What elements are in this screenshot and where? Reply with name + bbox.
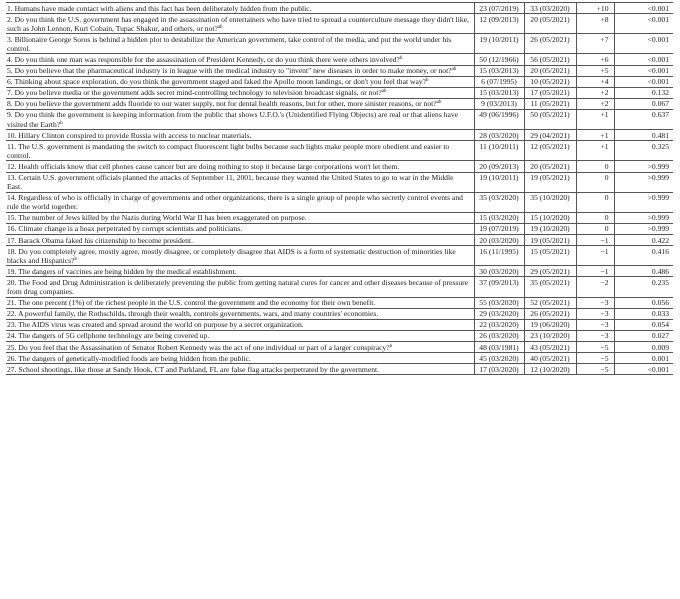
table-row xyxy=(6,87,673,98)
question-text: 11. The U.S. government is mandating the switch to compact fluorescent light bulbs because such lights make people more obedient and easier to control. xyxy=(7,141,450,160)
p-value-cell: 0.054 xyxy=(614,319,673,330)
first-poll-cell: 15 (03/2020) xyxy=(474,212,524,223)
p-value-cell: <0.001 xyxy=(614,14,673,34)
p-value-cell: >0.999 xyxy=(614,223,673,234)
question-text: 17. Barack Obama faked his citizenship to become president. xyxy=(7,235,193,245)
first-poll-cell: 9 (03/2013) xyxy=(474,98,524,109)
footnote-marker: b xyxy=(74,256,77,262)
second-poll-cell: 52 (05/2021) xyxy=(524,297,576,308)
change-cell: 0 xyxy=(576,192,614,212)
question-text: 12. Health officials know that cell phones cause cancer but are doing nothing to stop it because large corporations won't let them. xyxy=(7,161,400,171)
p-value-cell: 0.422 xyxy=(614,235,673,246)
question-text: 5. Do you believe that the pharmaceutical industry is in league with the medical industry to "invent" new diseases in order to make money, or not? xyxy=(7,66,452,76)
question-cell xyxy=(6,54,474,65)
p-value-cell: >0.999 xyxy=(614,172,673,192)
p-value-cell: <0.001 xyxy=(614,3,673,14)
table-row xyxy=(6,223,673,234)
table-row xyxy=(6,297,673,308)
question-cell xyxy=(6,235,474,246)
question-cell xyxy=(6,330,474,341)
question-text: 7. Do you believe media or the government adds secret mind-controlling technology to television broadcast signals, or not? xyxy=(7,88,382,98)
p-value-cell: >0.999 xyxy=(614,161,673,172)
p-value-cell: 0.033 xyxy=(614,308,673,319)
question-text: 25. Do you feel that the Assassination of Senator Robert Kennedy was the act of one individual or part of a larger conspiracy? xyxy=(7,342,390,352)
table-row xyxy=(6,364,673,375)
table-row xyxy=(6,161,673,172)
change-cell: −3 xyxy=(576,297,614,308)
change-cell: +7 xyxy=(576,34,614,54)
footnote-marker: b xyxy=(389,343,393,349)
p-value-cell: 0.325 xyxy=(614,141,673,161)
table-row xyxy=(6,76,673,87)
question-cell xyxy=(6,65,474,76)
question-text: 14. Regardless of who is officially in charge of governments and other organizations, there is a single group of people who secretly control events and rule the world together. xyxy=(7,193,463,212)
table-row xyxy=(6,212,673,223)
first-poll-cell: 12 (09/2013) xyxy=(474,14,524,34)
table-row xyxy=(6,308,673,319)
question-cell xyxy=(6,297,474,308)
question-cell xyxy=(6,212,474,223)
question-cell xyxy=(6,192,474,212)
question-text: 15. The number of Jews killed by the Nazis during World War II has been exaggerated on purpose. xyxy=(7,213,307,223)
p-value-cell: 0.001 xyxy=(614,353,673,364)
table-row xyxy=(6,141,673,161)
change-cell: −2 xyxy=(576,277,614,297)
question-cell xyxy=(6,141,474,161)
second-poll-cell: 20 (05/2021) xyxy=(524,65,576,76)
question-cell xyxy=(6,3,474,14)
question-cell xyxy=(6,266,474,277)
first-poll-cell: 22 (03/2020) xyxy=(474,319,524,330)
question-text: 16. Climate change is a hoax perpetrated by corrupt scientists and politicians. xyxy=(7,224,243,234)
question-text: 9. Do you think the government is keeping information from the public that shows U.F.O.'s (Unidentified Flying Objects) are real or that aliens have visited the Earth? xyxy=(7,110,459,129)
question-text: 21. The one percent (1%) of the richest people in the U.S. control the government and the economy for their own benefit. xyxy=(7,298,376,308)
first-poll-cell: 30 (03/2020) xyxy=(474,266,524,277)
table-row xyxy=(6,342,673,353)
second-poll-cell: 29 (05/2021) xyxy=(524,266,576,277)
question-text: 8. Do you believe the government adds fluoride to our water supply, not for dental health reasons, but for other, more sinister reasons, or not? xyxy=(7,99,437,109)
second-poll-cell: 20 (05/2021) xyxy=(524,161,576,172)
p-value-cell: 0.637 xyxy=(614,109,673,129)
first-poll-cell: 29 (03/2020) xyxy=(474,308,524,319)
question-text: 24. The dangers of 5G cellphone technology are being covered up. xyxy=(7,331,210,341)
table-row xyxy=(6,130,673,141)
question-text: 26. The dangers of genetically-modified foods are being hidden from the public. xyxy=(7,353,251,363)
second-poll-cell: 19 (06/2020) xyxy=(524,319,576,330)
table-row xyxy=(6,98,673,109)
change-cell: −3 xyxy=(576,308,614,319)
first-poll-cell: 48 (03/1981) xyxy=(474,342,524,353)
change-cell: +1 xyxy=(576,130,614,141)
footnote-marker: ab xyxy=(381,89,387,95)
table-row xyxy=(6,319,673,330)
p-value-cell: 0.009 xyxy=(614,342,673,353)
question-cell xyxy=(6,223,474,234)
second-poll-cell: 19 (05/2021) xyxy=(524,235,576,246)
second-poll-cell: 11 (05/2021) xyxy=(524,98,576,109)
question-text: 6. Thinking about space exploration, do you think the government staged and faked the Apollo moon landings, or don't you feel that way? xyxy=(7,77,427,87)
p-value-cell: <0.001 xyxy=(614,76,673,87)
p-value-cell: 0.481 xyxy=(614,130,673,141)
footnote-marker: b xyxy=(399,55,403,61)
first-poll-cell: 16 (11/1995) xyxy=(474,246,524,266)
first-poll-cell: 17 (03/2020) xyxy=(474,364,524,375)
first-poll-cell: 55 (03/2020) xyxy=(474,297,524,308)
question-text: 1. Humans have made contact with aliens and this fact has been deliberately hidden from the public. xyxy=(7,3,312,13)
change-cell: +2 xyxy=(576,98,614,109)
p-value-cell: <0.001 xyxy=(614,34,673,54)
question-cell xyxy=(6,98,474,109)
p-value-cell: 0.486 xyxy=(614,266,673,277)
p-value-cell: 0.416 xyxy=(614,246,673,266)
question-cell xyxy=(6,277,474,297)
change-cell: 0 xyxy=(576,172,614,192)
p-value-cell: >0.999 xyxy=(614,192,673,212)
table-row xyxy=(6,235,673,246)
first-poll-cell: 19 (07/2019) xyxy=(474,223,524,234)
second-poll-cell: 29 (04/2021) xyxy=(524,130,576,141)
question-cell xyxy=(6,161,474,172)
footnote-marker: ab xyxy=(217,24,223,30)
second-poll-cell: 19 (05/2021) xyxy=(524,172,576,192)
first-poll-cell: 6 (07/1995) xyxy=(474,76,524,87)
footnote-marker: ab xyxy=(451,67,457,73)
first-poll-cell: 11 (10/2011) xyxy=(474,141,524,161)
footnote-marker: b xyxy=(60,120,63,126)
table-row xyxy=(6,14,673,34)
question-cell xyxy=(6,87,474,98)
change-cell: −5 xyxy=(576,342,614,353)
first-poll-cell: 28 (03/2020) xyxy=(474,130,524,141)
change-cell: +10 xyxy=(576,3,614,14)
second-poll-cell: 56 (05/2021) xyxy=(524,54,576,65)
second-poll-cell: 15 (05/2021) xyxy=(524,246,576,266)
conspiracy-belief-table xyxy=(6,2,673,375)
p-value-cell: >0.999 xyxy=(614,212,673,223)
table-row xyxy=(6,34,673,54)
question-text: 20. The Food and Drug Administration is deliberately preventing the public from getting natural cures for cancer and other diseases because of pressure from drug companies. xyxy=(7,277,469,297)
question-cell xyxy=(6,246,474,266)
second-poll-cell: 26 (05/2021) xyxy=(524,34,576,54)
change-cell: −5 xyxy=(576,364,614,375)
first-poll-cell: 19 (10/2011) xyxy=(474,172,524,192)
change-cell: +1 xyxy=(576,109,614,129)
first-poll-cell: 26 (03/2020) xyxy=(474,330,524,341)
change-cell: +2 xyxy=(576,87,614,98)
first-poll-cell: 20 (09/2013) xyxy=(474,161,524,172)
question-text: 18. Do you completely agree, mostly agree, mostly disagree, or completely disagree that AIDS is a form of systematic destruction of minorities like blacks and Hispanics? xyxy=(7,246,456,265)
table-row xyxy=(6,109,673,129)
first-poll-cell: 50 (12/1966) xyxy=(474,54,524,65)
question-text: 27. School shootings, like those at Sandy Hook, CT and Parkland, FL are false flag attacks perpetrated by the government. xyxy=(7,364,380,374)
question-cell xyxy=(6,319,474,330)
question-text: 4. Do you think one man was responsible for the assassination of President Kennedy, or do you think there were others involved? xyxy=(7,54,400,64)
p-value-cell: 0.056 xyxy=(614,297,673,308)
second-poll-cell: 43 (05/2021) xyxy=(524,342,576,353)
second-poll-cell: 23 (10/2020) xyxy=(524,330,576,341)
change-cell: +5 xyxy=(576,65,614,76)
table-row xyxy=(6,246,673,266)
question-cell xyxy=(6,308,474,319)
question-text: 10. Hillary Clinton conspired to provide Russia with access to nuclear materials. xyxy=(7,130,252,140)
change-cell: −3 xyxy=(576,330,614,341)
first-poll-cell: 15 (03/2013) xyxy=(474,65,524,76)
question-cell xyxy=(6,172,474,192)
question-cell xyxy=(6,76,474,87)
table-row xyxy=(6,330,673,341)
question-cell xyxy=(6,109,474,129)
p-value-cell: 0.132 xyxy=(614,87,673,98)
first-poll-cell: 19 (10/2011) xyxy=(474,34,524,54)
second-poll-cell: 33 (03/2020) xyxy=(524,3,576,14)
change-cell: +8 xyxy=(576,14,614,34)
second-poll-cell: 20 (05/2021) xyxy=(524,14,576,34)
question-cell xyxy=(6,353,474,364)
second-poll-cell: 12 (05/2021) xyxy=(524,141,576,161)
change-cell: −5 xyxy=(576,353,614,364)
first-poll-cell: 37 (09/2013) xyxy=(474,277,524,297)
change-cell: +6 xyxy=(576,54,614,65)
table-row xyxy=(6,3,673,14)
second-poll-cell: 26 (05/2021) xyxy=(524,308,576,319)
change-cell: 0 xyxy=(576,212,614,223)
second-poll-cell: 35 (05/2021) xyxy=(524,277,576,297)
question-text: 23. The AIDS virus was created and spread around the world on purpose by a secret organization. xyxy=(7,320,304,330)
table-row xyxy=(6,54,673,65)
table-row xyxy=(6,192,673,212)
second-poll-cell: 35 (10/2020) xyxy=(524,192,576,212)
question-cell xyxy=(6,130,474,141)
second-poll-cell: 10 (05/2021) xyxy=(524,76,576,87)
change-cell: +1 xyxy=(576,141,614,161)
table-row xyxy=(6,353,673,364)
first-poll-cell: 23 (07/2019) xyxy=(474,3,524,14)
question-text: 13. Certain U.S. government officials planned the attacks of September 11, 2001, because they wanted the United States to go to war in the Middle East. xyxy=(7,173,454,192)
change-cell: −3 xyxy=(576,319,614,330)
question-text: 3. Billionaire George Soros is behind a hidden plot to destabilize the American government, take control of the media, and put the world under his control. xyxy=(7,34,452,53)
question-cell xyxy=(6,342,474,353)
first-poll-cell: 20 (03/2020) xyxy=(474,235,524,246)
first-poll-cell: 35 (03/2020) xyxy=(474,192,524,212)
footnote-marker: ab xyxy=(436,100,442,106)
second-poll-cell: 12 (10/2020) xyxy=(524,364,576,375)
second-poll-cell: 17 (05/2021) xyxy=(524,87,576,98)
change-cell: +4 xyxy=(576,76,614,87)
change-cell: −1 xyxy=(576,266,614,277)
p-value-cell: <0.001 xyxy=(614,54,673,65)
second-poll-cell: 15 (10/2020) xyxy=(524,212,576,223)
second-poll-cell: 40 (05/2021) xyxy=(524,353,576,364)
p-value-cell: 0.067 xyxy=(614,98,673,109)
change-cell: −1 xyxy=(576,235,614,246)
second-poll-cell: 50 (05/2021) xyxy=(524,109,576,129)
p-value-cell: <0.001 xyxy=(614,65,673,76)
question-text: 22. A powerful family, the Rothschilds, through their wealth, controls governments, wars, and many countries' economies. xyxy=(7,309,379,319)
p-value-cell: 0.027 xyxy=(614,330,673,341)
change-cell: 0 xyxy=(576,223,614,234)
first-poll-cell: 15 (03/2013) xyxy=(474,87,524,98)
table-row xyxy=(6,172,673,192)
p-value-cell: <0.001 xyxy=(614,364,673,375)
table-row xyxy=(6,266,673,277)
table-row xyxy=(6,65,673,76)
second-poll-cell: 19 (10/2020) xyxy=(524,223,576,234)
first-poll-cell: 45 (03/2020) xyxy=(474,353,524,364)
p-value-cell: 0.235 xyxy=(614,277,673,297)
question-cell xyxy=(6,14,474,34)
question-cell xyxy=(6,34,474,54)
table-body xyxy=(6,3,673,375)
first-poll-cell: 49 (06/1996) xyxy=(474,109,524,129)
footnote-marker: b xyxy=(426,78,429,84)
question-text: 19. The dangers of vaccines are being hidden by the medical establishment. xyxy=(7,266,237,276)
question-cell xyxy=(6,364,474,375)
change-cell: −1 xyxy=(576,246,614,266)
change-cell: 0 xyxy=(576,161,614,172)
table-row xyxy=(6,277,673,297)
question-text: 2. Do you think the U.S. government has engaged in the assassination of entertainers who have tried to spread a counterculture message they didn't like, such as John Lennon, Kurt Cobain, Tupac Shakur, and others, or not? xyxy=(7,14,469,33)
